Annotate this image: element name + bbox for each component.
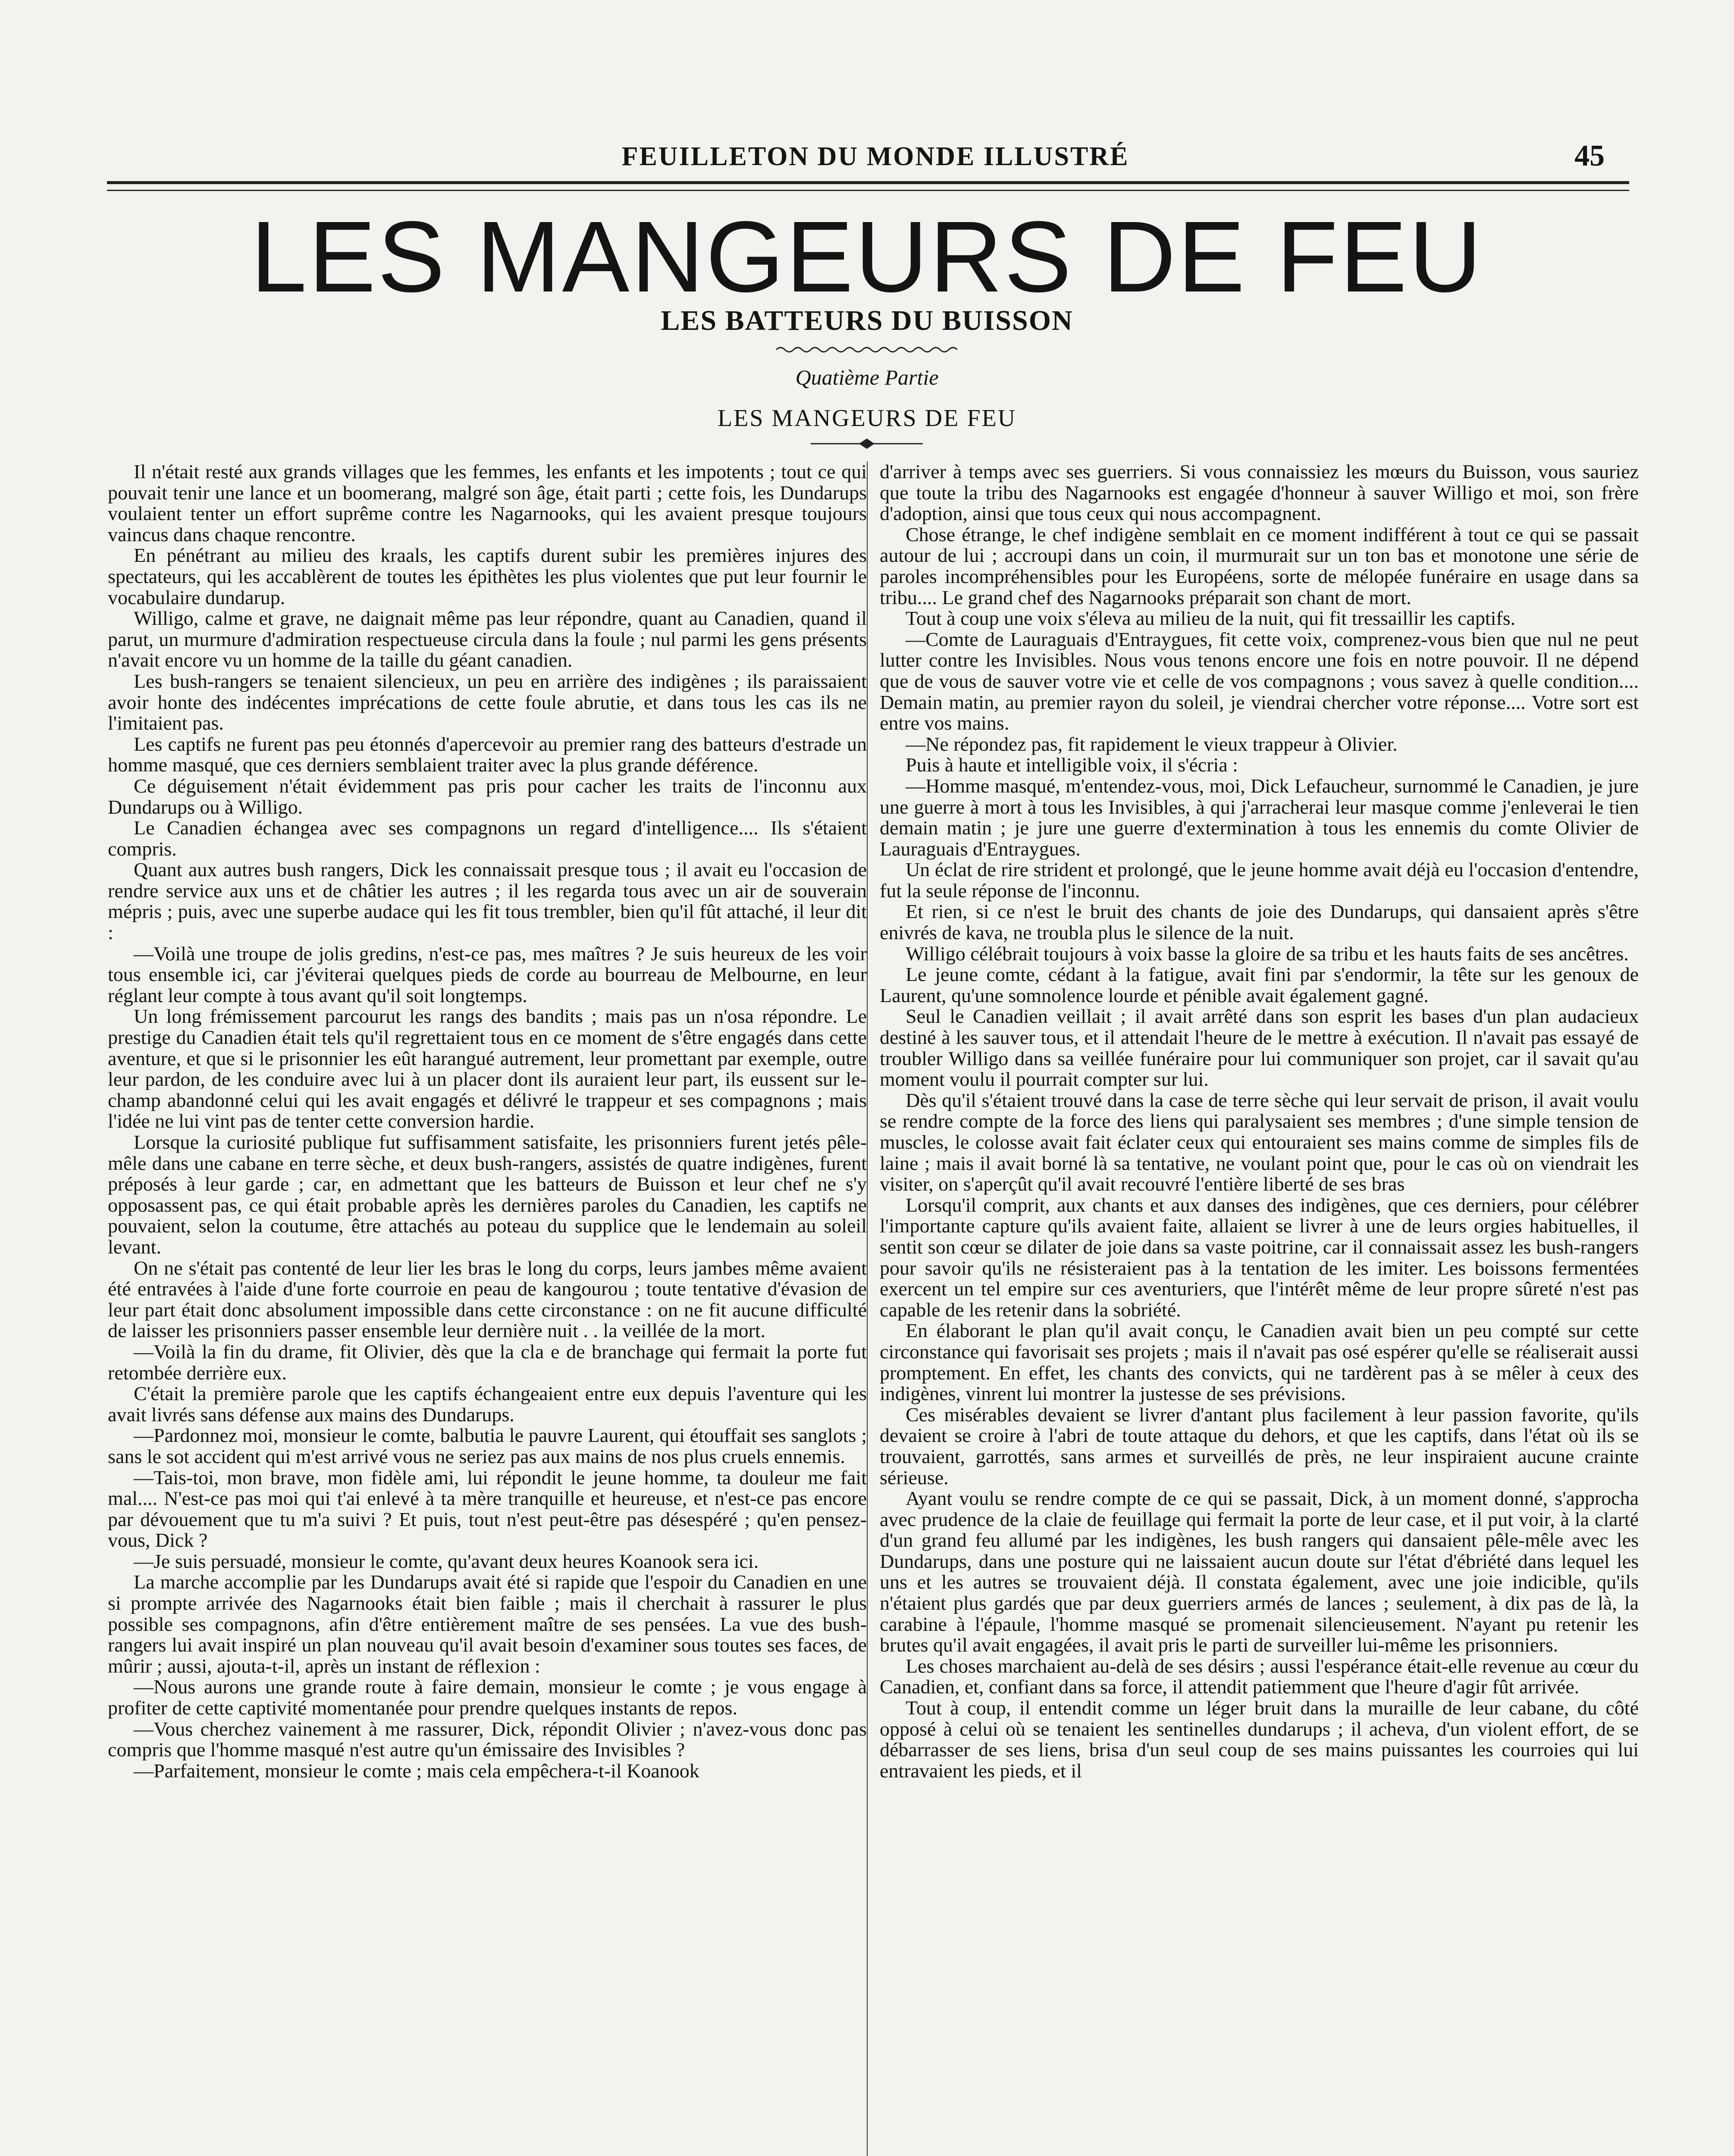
paragraph: Willigo, calme et grave, ne daignait même pas leur répondre, quant au Canadien, quand il parut, un murmure d'admiration respectueuse circula dans la foule ; nul parmi les gens présents n'avait encore vu un homme de la taille du géant canadien. (108, 607, 867, 671)
paragraph: Lorsqu'il comprit, aux chants et aux danses des indigènes, que ces derniers, pour célébrer l'importante capture qu'ils avaient faite, allaient se livrer à une de leurs orgies habituelles, il sentit son cœur se dilater de joie dans sa vaste poitrine, car il connaissait assez les bush-rangers pour savoir qu'ils ne résisteraient pas à la tentation de les imiter. Les boissons fermentées exercent un tel empire sur ces aventuriers, que l'intérêt même de leur propre sûreté n'est pas capable de les retenir dans la sobriété. (880, 1194, 1639, 1321)
page-number: 45 (1574, 139, 1605, 172)
header-rule-thick (107, 181, 1629, 184)
subtitle: LES BATTEURS DU BUISSON (661, 305, 1073, 336)
header-rule-thin (107, 190, 1629, 191)
paragraph: La marche accomplie par les Dundarups avait été si rapide que l'espoir du Canadien en une si prompte arrivée des Nagarnooks était bien faible ; mais il cherchait à rassurer le plus possible ses compagnons, afin d'être entièrement maître de ses pensées. La vue des bush-rangers lui avait inspiré un plan nouveau qu'il avait besoin d'examiner sous toutes ses faces, de mûrir ; aussi, ajouta-t-il, après un instant de réflexion : (108, 1571, 867, 1677)
paragraph: Puis à haute et intelligible voix, il s'écria : (906, 754, 1238, 776)
paragraph: Les choses marchaient au-delà de ses désirs ; aussi l'espérance était-elle revenue au cœur du Canadien, et, confiant dans sa force, il attendit patiemment que l'heure d'agir fût arrivée. (880, 1655, 1639, 1698)
paragraph: Un long frémissement parcourut les rangs des bandits ; mais pas un n'osa répondre. Le prestige du Canadien était tels qu'il regrettaient tous en ce moment de s'être engagés dans cette aventure, et que si le prisonnier les eût harangué autrement, leur promettant par exemple, outre leur pardon, de les conduire avec lui à un placer dont ils auraient leur part, ils eussent sur le-champ abandonné celui qui les avait engagés et délivré le trappeur et ses compagnons ; mais l'idée ne lui vint pas de tenter cette conversion hardie. (108, 1005, 867, 1132)
paragraph: Le Canadien échangea avec ses compagnons un regard d'intelligence.... Ils s'étaient compris. (108, 817, 867, 860)
wavy-divider (776, 343, 957, 356)
paragraph: En élaborant le plan qu'il avait conçu, le Canadien avait bien un peu compté sur cette circonstance qui favorisait ses projets ; mais il n'avait pas osé espérer qu'elle se réaliserait aussi promptement. En effet, les chants des convicts, qui ne tardèrent pas à se mêler à ceux des indigènes, vinrent lui montrer la justesse de ses prévisions. (880, 1319, 1639, 1405)
paragraph: —Parfaitement, monsieur le comte ; mais cela empêchera-t-il Koanook (134, 1759, 699, 1782)
paragraph: Chose étrange, le chef indigène semblait en ce moment indifférent à tout ce qui se passait autour de lui ; accroupi dans un coin, il murmurait sur un ton bas et monotone une série de paroles incompréhensibles pour les Européens, sorte de mélopée funéraire en usage dans sa tribu.... Le grand chef des Nagarnooks préparait son chant de mort. (880, 523, 1639, 608)
paragraph: —Homme masqué, m'entendez-vous, moi, Dick Lefaucheur, surnommé le Canadien, je jure une guerre à mort à tous les Invisibles, à qui j'arracherai leur masque comme j'enleverai le tien demain matin ; je jure une guerre d'extermination à tous les ennemis du comte Olivier de Lauraguais d'Entraygues. (880, 774, 1639, 860)
paragraph: Tout à coup une voix s'éleva au milieu de la nuit, qui fit tressaillir les captifs. (906, 607, 1516, 630)
paragraph: Ayant voulu se rendre compte de ce qui se passait, Dick, à un moment donné, s'approcha avec prudence de la claie de feuillage qui fermait la porte de leur case, et il put voir, à la clarté d'un grand feu allumé par les indigènes, les bush rangers qui dansaient pêle-mêle avec les Dundarups, dans une posture qui ne laissaient aucun doute sur l'état d'ébriété dans lequel les uns et les autres se trouvaient déjà. Il constata également, avec une joie indicible, qu'ils n'étaient plus gardés que par deux guerriers armés de lances ; seulement, à dix pas de là, la carabine à l'épaule, l'homme masqué se promenait silencieusement. N'ayant pu retenir les brutes qu'il avait engagées, il avait pris le parti de surveiller lui-même les prisonniers. (880, 1487, 1639, 1656)
paragraph: Ce déguisement n'était évidemment pas pris pour cacher les traits de l'inconnu aux Dundarups ou à Willigo. (108, 774, 867, 818)
paragraph: —Voilà la fin du drame, fit Olivier, dès que la cla e de branchage qui fermait la porte fut retombée derrière eux. (108, 1340, 867, 1384)
paragraph: Les captifs ne furent pas peu étonnés d'apercevoir au premier rang des batteurs d'estrade un homme masqué, que ces derniers semblaient traiter avec la plus grande déférence. (108, 733, 867, 776)
paragraph: d'arriver à temps avec ses guerriers. Si vous connaissiez les mœurs du Buisson, vous sauriez que toute la tribu des Nagarnooks est engagée d'honneur à sauver Willigo et moi, son frère d'adoption, ainsi que tous ceux qui nous accompagnent. (880, 461, 1639, 525)
paragraph: —Je suis persuadé, monsieur le comte, qu'avant deux heures Koanook sera ici. (134, 1550, 759, 1572)
paragraph: C'était la première parole que les captifs échangeaient entre eux depuis l'aventure qui les avait livrés sans défense aux mains des Dundarups. (108, 1382, 867, 1426)
ornament-divider (811, 437, 923, 450)
paragraph: Un éclat de rire strident et prolongé, que le jeune homme avait déjà eu l'occasion d'entendre, fut la seule réponse de l'inconnu. (880, 859, 1639, 902)
main-title: LES MANGEURS DE FEU (251, 200, 1483, 313)
paragraph: —Pardonnez moi, monsieur le comte, balbutia le pauvre Laurent, qui étouffait ses sanglots ; sans le sot accident qui m'est arrivé vous ne seriez pas aux mains de nos plus cruels ennemis. (108, 1424, 867, 1467)
paragraph: En pénétrant au milieu des kraals, les captifs durent subir les premières injures des spectateurs, qui les accablèrent de toutes les épithètes les plus violentes que put leur fournir le vocabulaire dundarup. (108, 544, 867, 608)
paragraph: —Comte de Lauraguais d'Entraygues, fit cette voix, comprenez-vous bien que nul ne peut lutter contre les Invisibles. Nous vous tenons encore une fois en notre pouvoir. Il ne dépend que de vous de sauver votre vie et celle de vos compagnons ; vous savez à quelle condition.... Demain matin, au premier rayon du soleil, je viendrai chercher votre réponse.... Votre sort est entre vos mains. (880, 628, 1639, 734)
paragraph: —Nous aurons une grande route à faire demain, monsieur le comte ; je vous engage à profiter de cette captivité momentanée pour prendre quelques instants de repos. (108, 1676, 867, 1719)
paragraph: —Vous cherchez vainement à me rassurer, Dick, répondit Olivier ; n'avez-vous donc pas compris que l'homme masqué n'est autre qu'un émissaire des Invisibles ? (108, 1717, 867, 1761)
paragraph: —Voilà une troupe de jolis gredins, n'est-ce pas, mes maîtres ? Je suis heureux de les voir tous ensemble ici, car j'éviterai quelques pieds de corde au bourreau de Melbourne, en leur réglant leur compte à tous avant qu'il soit longtemps. (108, 942, 867, 1006)
running-head: FEUILLETON DU MONDE ILLUSTRÉ (621, 142, 1129, 171)
paragraph: Seul le Canadien veillait ; il avait arrêté dans son esprit les bases d'un plan audacieux destiné à les sauver tous, et il attendait l'heure de le mettre à exécution. Il n'avait pas essayé de troubler Willigo dans sa veillée funéraire pour lui communiquer son projet, car il savait qu'au moment voulu il pourrait compter sur lui. (880, 1005, 1639, 1091)
paragraph: Les bush-rangers se tenaient silencieux, un peu en arrière des indigènes ; ils paraissaient avoir honte des indécentes imprécations de cette foule abrutie, et dans tous les cas ils ne l'imitaient pas. (108, 670, 867, 734)
paragraph: Quant aux autres bush rangers, Dick les connaissait presque tous ; il avait eu l'occasion de rendre service aux uns et de châtier les autres ; il les regarda tous avec un air de souverain mépris ; puis, avec une superbe audace qui les fit tous trembler, bien qu'il fût attaché, il leur dit : (108, 859, 867, 944)
paragraph: Il n'était resté aux grands villages que les femmes, les enfants et les impotents ; tout ce qui pouvait tenir une lance et un boomerang, malgré son âge, était parti ; cette fois, les Dundarups voulaient tenter un effort suprême contre les Nagarnooks, qui les avaient presque toujours vaincus dans chaque rencontre. (108, 461, 867, 545)
text-column-right (880, 461, 1639, 1781)
paragraph: —Tais-toi, mon brave, mon fidèle ami, lui répondit le jeune homme, ta douleur me fait mal.... N'est-ce pas moi qui t'ai enlevé à ta mère tranquille et heureuse, et n'est-ce pas encore par dévouement que tu m'a suivi ? Et puis, tout n'est peut-être pas désespéré ; qu'en pensez-vous, Dick ? (108, 1466, 867, 1551)
paragraph: —Ne répondez pas, fit rapidement le vieux trappeur à Olivier. (906, 733, 1398, 755)
paragraph: Willigo célébrait toujours à voix basse la gloire de sa tribu et les hauts faits de ses ancêtres. (906, 942, 1629, 965)
paragraph: Le jeune comte, cédant à la fatigue, avait fini par s'endormir, la tête sur les genoux de Laurent, qu'une somnolence lourde et pénible avait également gagné. (880, 963, 1639, 1006)
paragraph: Lorsque la curiosité publique fut suffisamment satisfaite, les prisonniers furent jetés pêle-mêle dans une cabane en terre sèche, et deux bush-rangers, assistés de quatre indigènes, furent préposés à leur garde ; car, en admettant que les batteurs de Buisson et leur chef ne s'y opposassent pas, ce qui était probable après les dernières paroles du Canadien, les captifs ne pouvaient, selon la coutume, être attachés au poteau du supplice que le lendemain au soleil levant. (108, 1131, 867, 1258)
paragraph: Dès qu'il s'étaient trouvé dans la case de terre sèche qui leur servait de prison, il avait voulu se rendre compte de la force des liens qui paralysaient ses membres ; d'une simple tension de muscles, le colosse avait fait éclater ceux qui entouraient ses mains comme de simples fils de laine ; mais il avait borné là sa tentative, ne voulant point que, pour le cas où on viendrait les visiter, on s'aperçût qu'il avait recouvré l'entière liberté de ses bras (880, 1089, 1639, 1195)
part-label: Quatième Partie (795, 365, 939, 389)
column-divider (867, 461, 868, 2156)
paragraph: Tout à coup, il entendit comme un léger bruit dans la muraille de leur cabane, du côté opposé à celui où se tenaient les sentinelles dundarups ; il acheva, d'un violent effort, de se débarrasser de ses liens, brisa d'un seul coup de ses mains puissantes les courroies qui lui entravaient les pieds, et il (880, 1697, 1639, 1782)
section-title: LES MANGEURS DE FEU (717, 405, 1017, 432)
paragraph: Et rien, si ce n'est le bruit des chants de joie des Dundarups, qui dansaient après s'être enivrés de kava, ne troubla plus le silence de la nuit. (880, 900, 1639, 944)
text-column-left (108, 461, 867, 1781)
paragraph: On ne s'était pas contenté de leur lier les bras le long du corps, leurs jambes même avaient été entravées à l'aide d'une forte courroie en peau de kangourou ; toute tentative d'évasion de leur part était donc absolument impossible dans cette circonstance : on ne fit aucune difficulté de laisser les prisonniers passer ensemble leur dernière nuit . . la veillée de la mort. (108, 1257, 867, 1342)
paragraph: Ces misérables devaient se livrer d'antant plus facilement à leur passion favorite, qu'ils devaient se croire à l'abri de toute attaque du dehors, et que les captifs, dans l'état où ils se trouvaient, garrottés, sans armes et surveillés de près, ne leur inspiraient aucune crainte sérieuse. (880, 1403, 1639, 1489)
